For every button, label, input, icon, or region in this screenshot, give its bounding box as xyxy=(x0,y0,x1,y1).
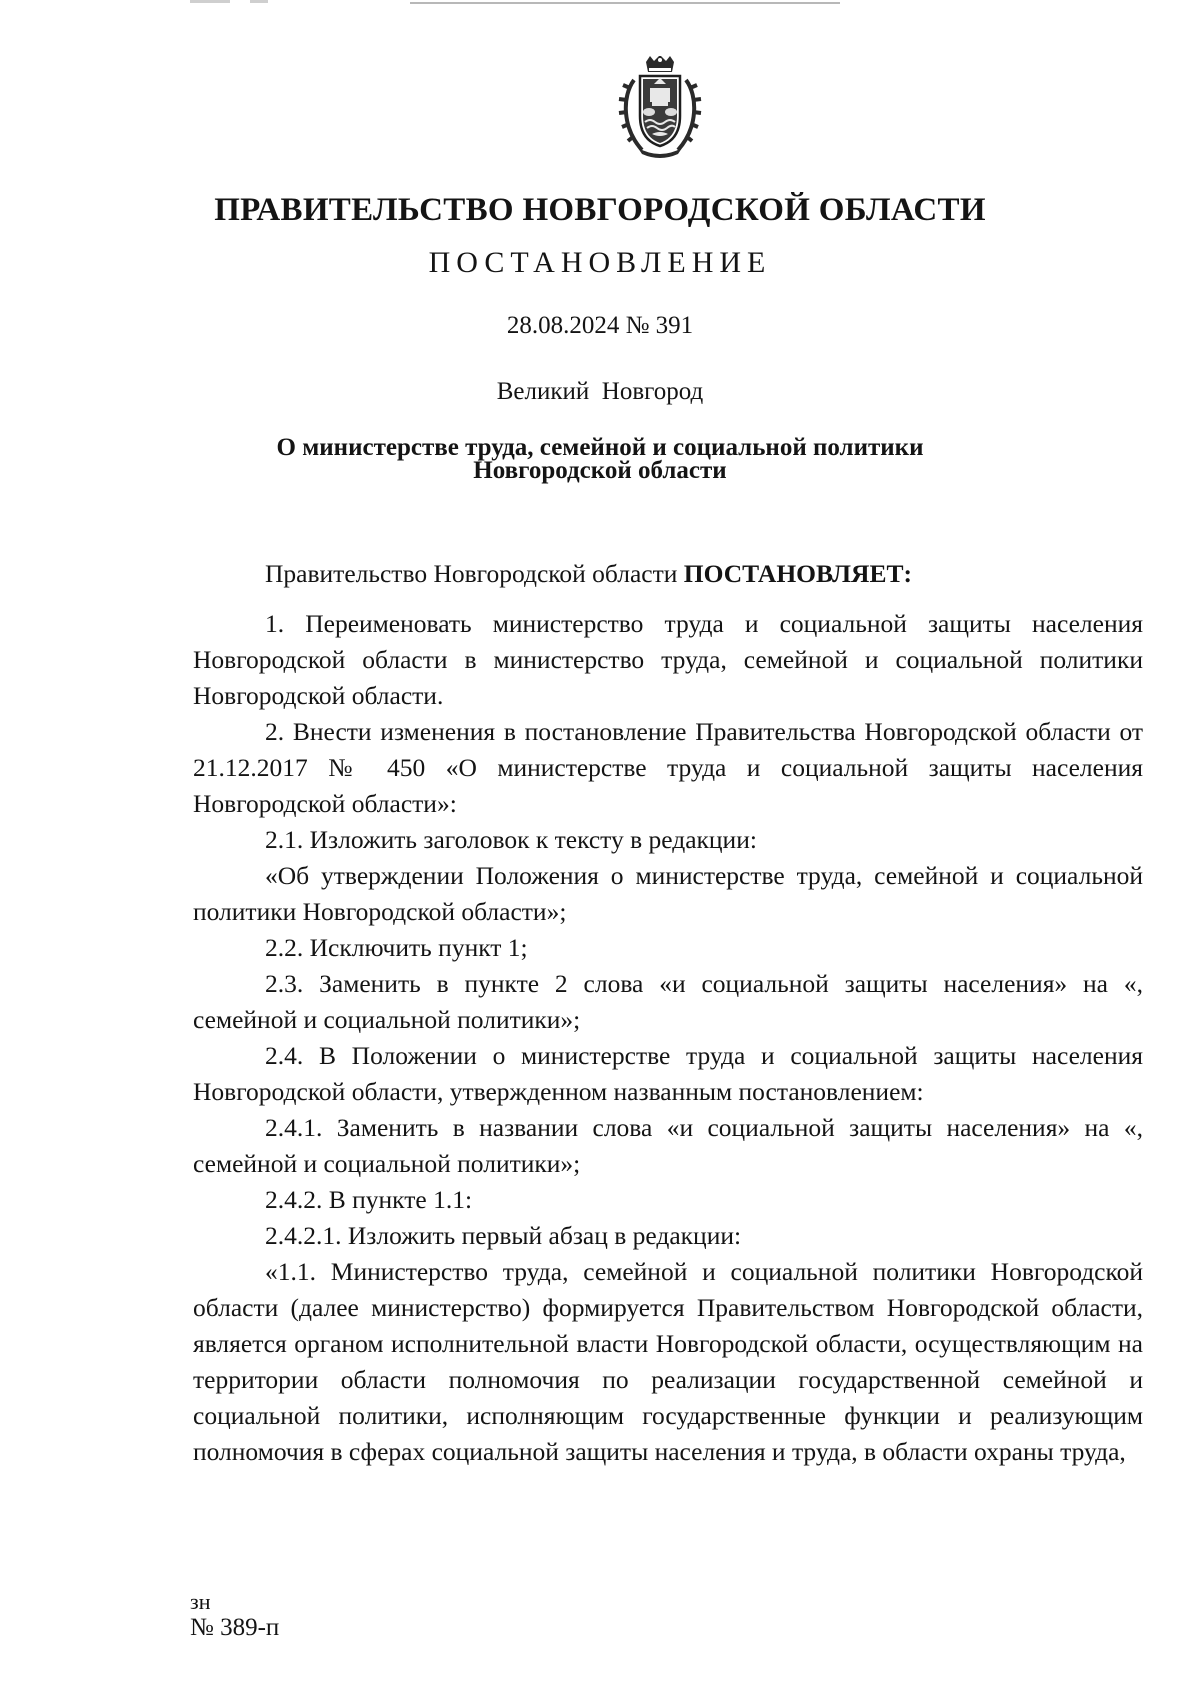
document-body xyxy=(193,556,1143,1470)
document-date-number: 28.08.2024 № 391 xyxy=(506,312,694,339)
document-subject xyxy=(0,436,1200,482)
resolution-lead-text: Правительство Новгородской области xyxy=(265,559,684,588)
document-type: ПОСТАНОВЛЕНИЕ xyxy=(428,246,772,279)
document-city: Великий Новгород xyxy=(496,378,704,405)
paragraph: 2.4. В Положении о министерстве труда и социальной защиты населения Новгородской области, утвержденном названным постановлением: xyxy=(193,1041,1143,1106)
government-title: ПРАВИТЕЛЬСТВО НОВГОРОДСКОЙ ОБЛАСТИ xyxy=(214,192,986,228)
scan-artifact-mark xyxy=(250,0,268,3)
paragraph: 2.4.2. В пункте 1.1: xyxy=(265,1185,473,1214)
scan-artifact-mark xyxy=(190,0,230,3)
paragraph: 2.4.2.1. Изложить первый абзац в редакции: xyxy=(265,1221,742,1250)
subject-line: О министерстве труда, семейной и социальной политики xyxy=(276,434,924,461)
scan-artifact-line xyxy=(410,2,840,4)
paragraph: 2.1. Изложить заголовок к тексту в редакции: xyxy=(265,825,757,854)
footer-number: № 389-п xyxy=(190,1614,280,1641)
subject-line: Новгородской области xyxy=(473,457,727,484)
paragraph: 1. Переименовать министерство труда и социальной защиты населения Новгородской области в министерство труда, семейной и социальной политики Новгородской области. xyxy=(193,609,1143,710)
footer-code: зн xyxy=(190,1589,211,1614)
resolution-keyword: ПОСТАНОВЛЯЕТ: xyxy=(683,559,912,588)
paragraph: 2. Внести изменения в постановление Правительства Новгородской области от 21.12.2017 № 450 «О министерстве труда и социальной защиты населения Новгородской области»: xyxy=(193,717,1143,818)
paragraph: «1.1. Министерство труда, семейной и социальной политики Новгородской области (далее министерство) формируется Правительством Новгородской области, является органом исполнительной власти Новгородской области, осуществляющим на территории области полномочия по реализации государственной семейной и социальной политики, исполняющим государственные функции и реализующим полномочия в сферах социальной защиты населения и труда, в области охраны труда, xyxy=(193,1257,1143,1466)
paragraph: 2.2. Исключить пункт 1; xyxy=(265,933,528,962)
coat-of-arms-emblem xyxy=(616,56,704,160)
paragraph: 2.3. Заменить в пункте 2 слова «и социальной защиты населения» на «, семейной и социальной политики»; xyxy=(193,969,1143,1034)
paragraph: «Об утверждении Положения о министерстве труда, семейной и социальной политики Новгородской области»; xyxy=(193,861,1143,926)
resolution-lead xyxy=(193,556,1143,592)
paragraph: 2.4.1. Заменить в названии слова «и социальной защиты населения» на «, семейной и социальной политики»; xyxy=(193,1113,1143,1178)
